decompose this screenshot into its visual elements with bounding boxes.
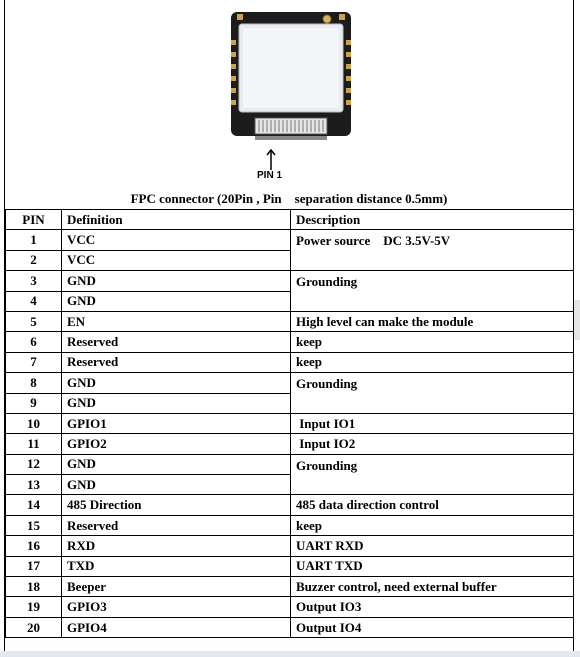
bottom-edge-strip (0, 651, 580, 657)
pin-description: keep (291, 352, 574, 372)
pin-definition: EN (62, 311, 291, 331)
pin-number: 7 (6, 352, 62, 372)
pin-description: Input IO1 (291, 413, 574, 433)
pin-description: Output IO3 (291, 597, 574, 617)
pin-number: 17 (6, 556, 62, 576)
pin-definition: Beeper (62, 577, 291, 597)
pin-number: 12 (6, 454, 62, 474)
pin-definition: GPIO3 (62, 597, 291, 617)
pin-number: 6 (6, 332, 62, 352)
pin-number: 9 (6, 393, 62, 413)
pin-number: 16 (6, 536, 62, 556)
pin-description: Output IO4 (291, 617, 574, 637)
pin-number: 11 (6, 434, 62, 454)
table-row (6, 495, 574, 515)
pin-number: 18 (6, 577, 62, 597)
table-row (6, 413, 574, 433)
pin-description: High level can make the module (291, 311, 574, 331)
document-frame (4, 0, 574, 657)
pin-definition-table (5, 209, 574, 638)
pin-definition: GND (62, 454, 291, 474)
pin-definition: GPIO1 (62, 413, 291, 433)
column-header-pin: PIN (6, 210, 62, 230)
table-row (6, 556, 574, 576)
pin-definition: GND (62, 271, 291, 291)
pin-number: 5 (6, 311, 62, 331)
pin-number: 10 (6, 413, 62, 433)
module-photo-area (5, 0, 573, 210)
table-row (6, 373, 574, 393)
table-row (6, 617, 574, 637)
pin-number: 13 (6, 475, 62, 495)
table-row (6, 332, 574, 352)
table-row (6, 597, 574, 617)
pin-number: 4 (6, 291, 62, 311)
pin-description: Input IO2 (291, 434, 574, 454)
pin-definition: GND (62, 475, 291, 495)
pin-number: 15 (6, 515, 62, 535)
pin-description: keep (291, 515, 574, 535)
table-row (6, 311, 574, 331)
table-row (6, 454, 574, 474)
pin-definition: Reserved (62, 515, 291, 535)
pin-definition: GPIO2 (62, 434, 291, 454)
pin-definition: GND (62, 291, 291, 311)
pin-description: Grounding (291, 454, 574, 495)
table-row (6, 352, 574, 372)
table-row (6, 536, 574, 556)
pin-description: Buzzer control, need external buffer (291, 577, 574, 597)
pin-number: 1 (6, 230, 62, 250)
table-row (6, 434, 574, 454)
pin-definition: GND (62, 373, 291, 393)
pin-description: UART RXD (291, 536, 574, 556)
pin-definition: Reserved (62, 352, 291, 372)
pin-definition: TXD (62, 556, 291, 576)
pin-number: 8 (6, 373, 62, 393)
edge-decoration (574, 300, 580, 340)
pin1-label: PIN 1 (257, 170, 283, 181)
connector-caption: FPC connector (20Pin , Pin separation distance 0.5mm) (130, 191, 448, 206)
pin-number: 14 (6, 495, 62, 515)
pin-definition: GND (62, 393, 291, 413)
column-header-definition: Definition (62, 210, 291, 230)
pin-number: 19 (6, 597, 62, 617)
table-row (6, 577, 574, 597)
pin1-arrow-icon (266, 148, 276, 170)
pin-description: keep (291, 332, 574, 352)
pin-number: 3 (6, 271, 62, 291)
table-row (6, 271, 574, 291)
pin-definition: 485 Direction (62, 495, 291, 515)
pin-definition: GPIO4 (62, 617, 291, 637)
pin-description: Grounding (291, 271, 574, 312)
table-row (6, 515, 574, 535)
pin-definition: RXD (62, 536, 291, 556)
column-header-description: Description (291, 210, 574, 230)
pin-definition: VCC (62, 250, 291, 270)
pin-definition: VCC (62, 230, 291, 250)
pin-description: Power source DC 3.5V-5V (291, 230, 574, 271)
pin-description: 485 data direction control (291, 495, 574, 515)
table-header-row (6, 210, 574, 230)
rfid-module-image (229, 10, 353, 146)
pin-number: 2 (6, 250, 62, 270)
pin-definition: Reserved (62, 332, 291, 352)
pin-number: 20 (6, 617, 62, 637)
pin-description: Grounding (291, 373, 574, 414)
pin-description: UART TXD (291, 556, 574, 576)
table-row (6, 230, 574, 250)
